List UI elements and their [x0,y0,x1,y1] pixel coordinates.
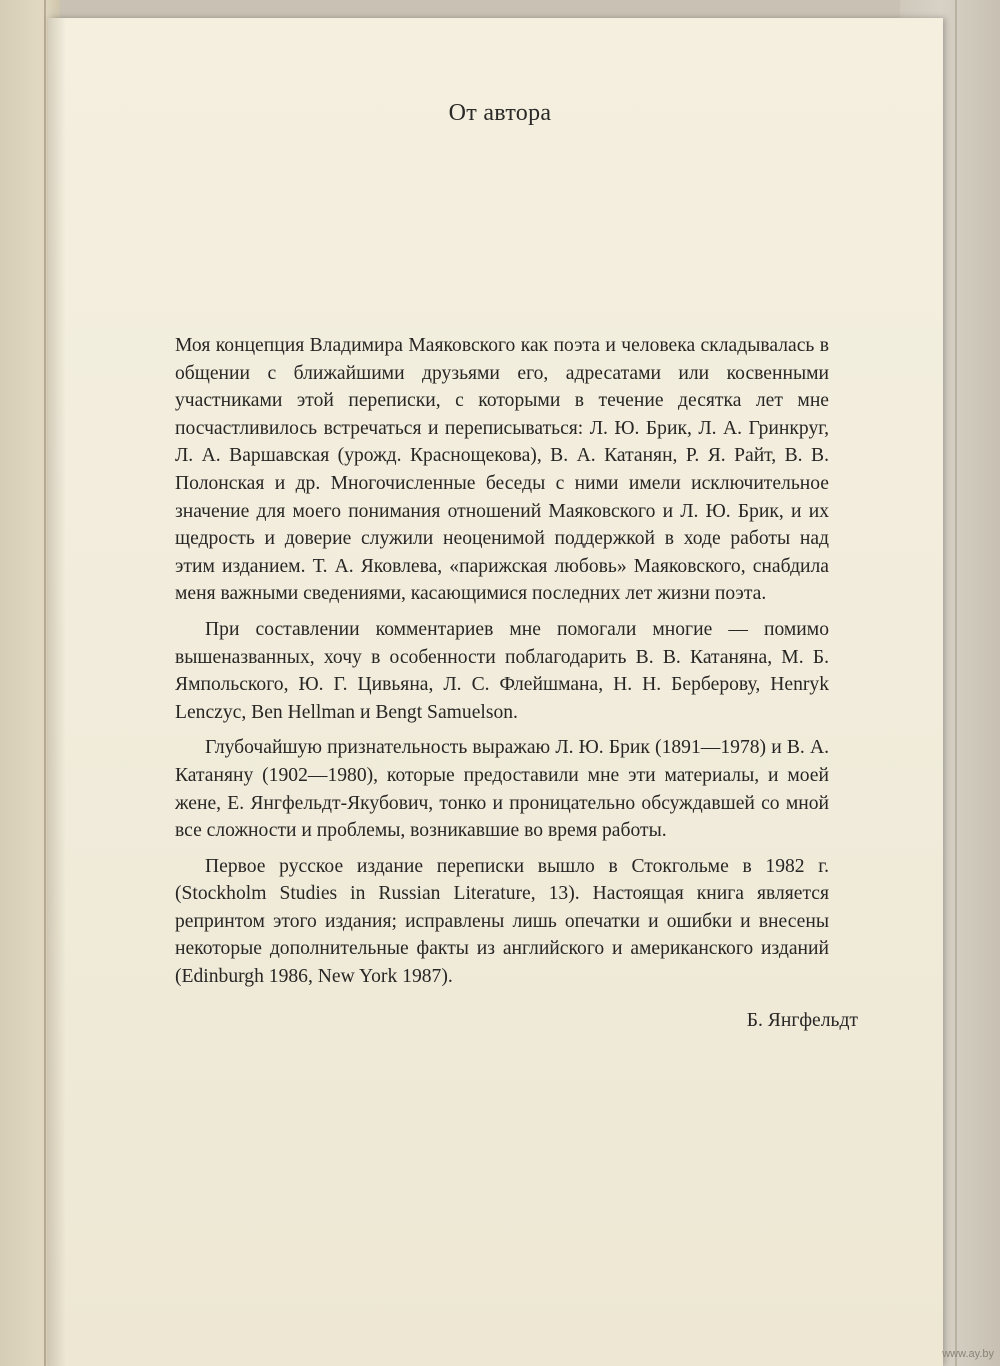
site-watermark: www.ay.by [942,1348,994,1360]
paragraph-1: Моя концепция Владимира Маяковского как поэта и человека складывалась в общении с ближайшими друзьями его, адресатами или косвенными участниками этой переписки, с которыми в течение десятка лет мне посчастливилось встречаться и переписываться: Л. Ю. Брик, Л. А. Гринкруг, Л. А. Варшавская (урожд. Краснощекова), В. А. Катанян, Р. Я. Райт, В. В. Полонская и др. Многочисленные беседы с ними имели исключительное значение для моего понимания отношений Маяковского и Л. Ю. Брик, и их щедрость и доверие служили неоценимой поддержкой в ходе работы над этим изданием. Т. А. Яковлева, «парижская любовь» Маяковского, снабдила меня важными сведениями, касающимися последних лет жизни поэта. [175,335,829,605]
background-seam [955,0,957,1366]
page-shadow [48,18,66,1366]
author-signature: Б. Янгфельдт [746,1010,858,1031]
paragraph-4: Первое русское издание переписки вышло в Стокгольме в 1982 г. (Stockholm Studies in Russian Literature, 13). Настоящая книга является репринтом этого издания; исправлены лишь опечатки и ошибки и внесены некоторые дополнительные факты из английского и американского изданий (Edinburgh 1986, New York 1987). [175,855,829,988]
paragraph-2: При составлении комментариев мне помогали многие — помимо вышеназванных, хочу в особенности поблагодарить В. В. Катаняна, М. Б. Ямпольского, Ю. Г. Цивьяна, Л. С. Флейшмана, Н. Н. Берберову, Henryk Lenczyc, Ben Hellman и Bengt Samuelson. [175,618,829,723]
preface-body [175,332,829,991]
page-title: От автора [448,100,552,126]
paragraph-3: Глубочайшую признательность выражаю Л. Ю. Брик (1891—1978) и В. А. Катаняну (1902—1980), которые предоставили мне эти материалы, и моей жене, Е. Янгфельдт-Якубович, тонко и проницательно обсуждавшей со мной все сложности и проблемы, возникавшие во время работы. [175,737,829,842]
page-gutter-line [44,0,46,1366]
